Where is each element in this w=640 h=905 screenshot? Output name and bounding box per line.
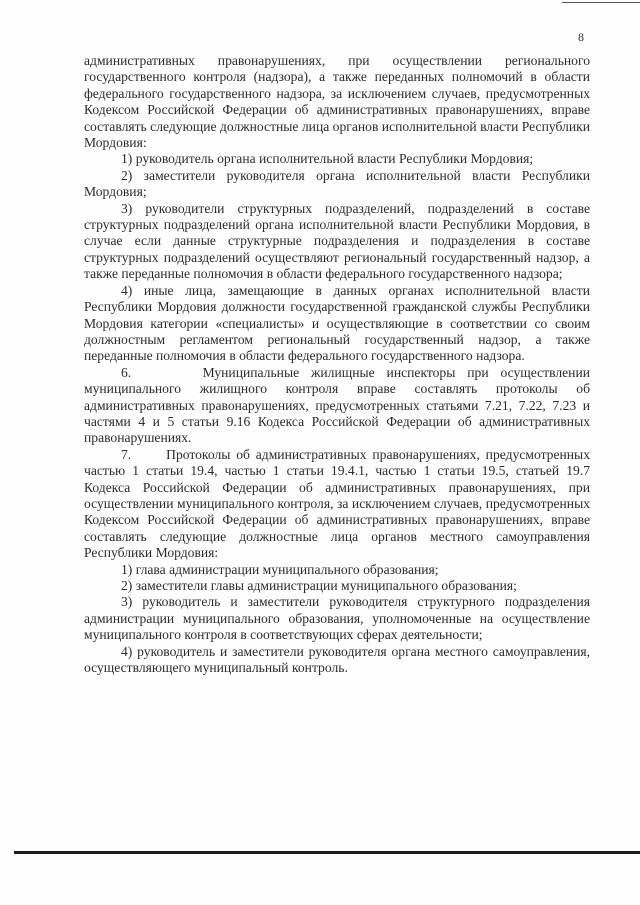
scan-edge-mark — [562, 2, 640, 3]
document-body — [84, 53, 590, 676]
clause-7-item-3: 3) руководитель и заместители руководителя структурного подразделения администрации муниципального образования, уполномоченные на осуществление муниципального контроля в соответствующих сферах деятельности; — [84, 594, 590, 643]
bottom-scan-border — [14, 851, 640, 854]
list-item-3: 3) руководители структурных подразделений, подразделений в составе структурных подразделений органа исполнительной власти Республики Мордовия, в случае если данные структурные подразделения и подразделения в составе структурных подразделений осуществляют региональный государственный надзор, а также переданные полномочия в области федерального государственного надзора; — [84, 200, 590, 282]
clause-7-item-1: 1) глава администрации муниципального образования; — [121, 561, 439, 577]
clause-7: 7. Протоколы об административных правонарушениях, предусмотренных частью 1 статьи 19.4, частью 1 статьи 19.4.1, частью 1 статьи 19.5, статьей 19.7 Кодекса Российской Федерации об административных правонарушениях, при осуществлении муниципального контроля, за исключением случаев, предусмотренных Кодексом Российской Федерации об административных правонарушениях, вправе составлять следующие должностные лица органов местного самоуправления Республики Мордовия: — [84, 446, 590, 561]
list-item-1: 1) руководитель органа исполнительной власти Республики Мордовия; — [121, 151, 534, 167]
clause-7-item-2: 2) заместители главы администрации муниципального образования; — [121, 578, 517, 593]
clause-6: 6. Муниципальные жилищные инспекторы при осуществлении муниципального жилищного контроля вправе составлять протоколы об административных правонарушениях, предусмотренных статьями 7.21, 7.22, 7.23 и частями 4 и 5 статьи 9.16 Кодекса Российской Федерации об административных правонарушениях. — [84, 364, 590, 446]
clause-7-item-4: 4) руководитель и заместители руководителя органа местного самоуправления, осуществляющего муниципальный контроль. — [84, 643, 590, 676]
list-item-2: 2) заместители руководителя органа исполнительной власти Республики Мордовия; — [84, 167, 590, 200]
paragraph-continuation: административных правонарушениях, при осуществлении регионального государственного контроля (надзора), а также переданных полномочий в области федерального государственного надзора, за исключением случаев, предусмотренных Кодексом Российской Федерации об административных правонарушениях, вправе составлять следующие должностные лица органов исполнительной власти Республики Мордовия: — [84, 53, 590, 151]
page-number: 8 — [578, 30, 584, 44]
list-item-4: 4) иные лица, замещающие в данных органах исполнительной власти Республики Мордовия должности государственной гражданской службы Республики Мордовия категории «специалисты» и осуществляющие в соответствии со своим должностным регламентом региональный государственный надзор, а также переданные полномочия в области федерального государственного надзора. — [84, 282, 590, 364]
